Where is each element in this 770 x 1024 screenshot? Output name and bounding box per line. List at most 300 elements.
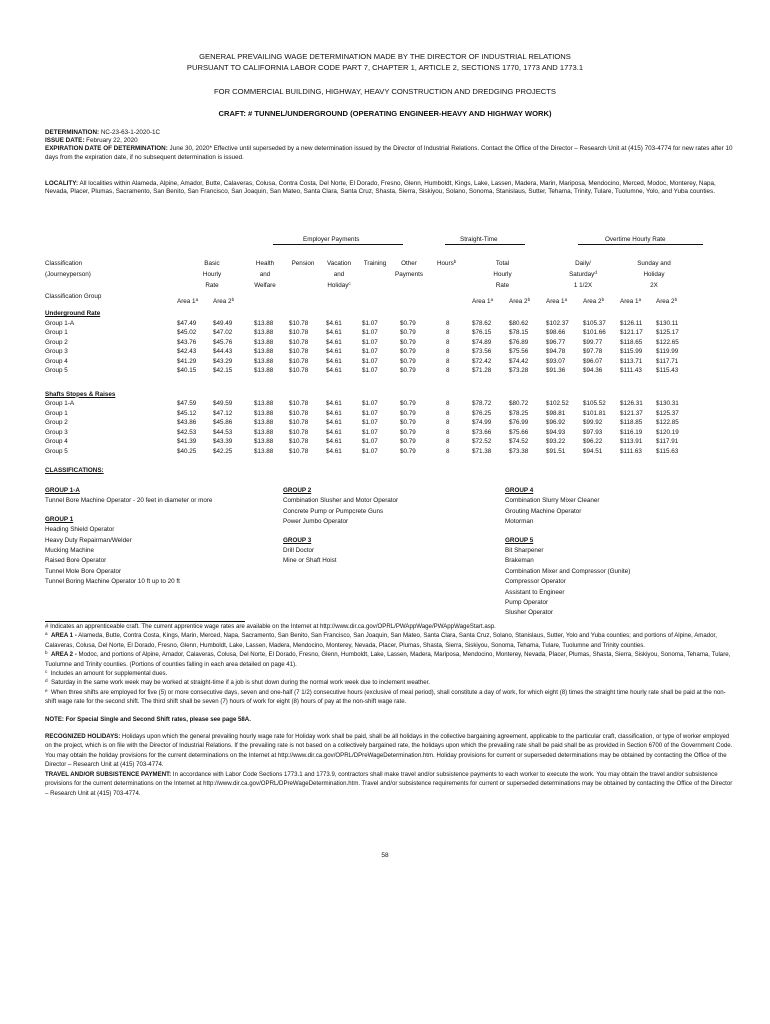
table-cell: $101.66 [583, 329, 606, 336]
craft-title: CRAFT: # TUNNEL/UNDERGROUND (OPERATING ENGINEER-HEAVY AND HIGHWAY WORK) [218, 109, 552, 118]
table-cell: $1.07 [362, 400, 378, 407]
table-cell: $71.28 [472, 367, 492, 374]
area-label [546, 298, 567, 305]
table-cell: $0.79 [400, 419, 416, 426]
issue-date-line [45, 137, 735, 145]
table-cell: $101.81 [583, 409, 606, 417]
area-footnote-marker: b [601, 297, 605, 302]
table-cell: $1.07 [362, 329, 378, 336]
travel-subsistence-label: TRAVEL AND/OR SUBSISTENCE PAYMENT: [45, 770, 172, 778]
table-cell: $117.71 [656, 357, 679, 365]
table-cell: 8 [446, 428, 450, 436]
employer-payments-title: Employer Payments [303, 236, 360, 243]
classification-item: Power Jumbo Operator [283, 518, 349, 526]
table-row [45, 329, 745, 339]
table-cell: 8 [446, 419, 450, 426]
footnote-marker: b [45, 650, 48, 656]
area-footnote-marker: b [674, 297, 678, 302]
table-cell: $0.79 [400, 409, 416, 417]
table-cell: $1.07 [362, 367, 378, 374]
health-welfare-header [245, 258, 285, 291]
training-header: Training [363, 260, 387, 267]
group-spacer [283, 528, 398, 536]
classification-group-heading: GROUP 1 [45, 515, 74, 523]
table-cell: $96.77 [546, 338, 566, 346]
row-group-label: Group 1-A [45, 400, 75, 407]
table-cell: $10.78 [289, 409, 309, 417]
hours-header-text: Hours [437, 260, 454, 267]
table-cell: $73.56 [472, 348, 492, 355]
classification-group-heading: GROUP 1-A [45, 487, 80, 494]
table-cell: $0.79 [400, 319, 416, 327]
table-cell: $1.07 [362, 338, 378, 346]
table-row [45, 367, 745, 377]
classification-item: Tunnel Mole Bore Operator [45, 567, 122, 575]
table-cell: 8 [446, 438, 450, 445]
classification-item: Combination Mixer and Compressor (Gunite) [505, 567, 631, 575]
classification-item: Brakeman [505, 557, 534, 565]
footnote-area-1 [45, 631, 735, 650]
table-cell: $102.52 [546, 400, 569, 407]
table-cell: $0.79 [400, 400, 416, 407]
area-label [620, 298, 641, 305]
classification-item: Mine or Shaft Hoist [283, 557, 337, 565]
table-cell: 8 [446, 447, 450, 455]
table-row [45, 400, 745, 410]
table-cell: $93.07 [546, 357, 566, 365]
table-cell: $76.25 [472, 409, 492, 417]
pension-header: Pension [291, 260, 315, 267]
classification-header-line: (Journeyperson) [45, 271, 91, 278]
health-header-line: and [259, 271, 271, 278]
table-cell: $0.79 [400, 447, 416, 455]
area-label [177, 298, 198, 305]
area-footnote-marker: b [527, 297, 531, 302]
section-title: Shafts Stopes & Raises [45, 390, 116, 398]
expiration-line [45, 145, 735, 161]
table-cell: $1.07 [362, 319, 378, 327]
table-cell: $75.56 [509, 348, 529, 355]
table-row [45, 438, 745, 448]
classifications-column-1 [45, 486, 212, 588]
classification-item: Combination Slurry Mixer Cleaner [505, 497, 600, 505]
table-cell: $45.76 [213, 338, 233, 346]
table-cell: $118.85 [620, 419, 643, 426]
table-cell: $99.92 [583, 419, 603, 426]
footnote-marker: c [45, 669, 48, 675]
table-cell: $10.78 [289, 367, 309, 374]
table-cell: $13.88 [254, 438, 274, 445]
table-cell: 8 [446, 348, 450, 355]
table-cell: $13.88 [254, 428, 274, 436]
row-group-label: Group 5 [45, 447, 68, 455]
area-footnote-marker: b [231, 297, 235, 302]
basic-header-line: Hourly [202, 271, 222, 278]
table-cell: $4.61 [326, 419, 342, 426]
table-cell: 8 [446, 357, 450, 365]
classification-item: Motorman [505, 518, 534, 526]
locality-label: LOCALITY: [45, 180, 79, 187]
classification-item: Raised Bore Operator [45, 557, 107, 565]
vacation-header-line: and [333, 271, 345, 278]
table-cell: $45.02 [177, 329, 197, 336]
table-cell: $91.51 [546, 447, 566, 455]
table-cell: $42.15 [213, 367, 233, 374]
table-cell: $94.36 [583, 367, 603, 374]
table-cell: $74.52 [509, 438, 529, 445]
determination-block [45, 129, 735, 162]
table-row [45, 448, 745, 458]
table-cell: $78.25 [509, 409, 529, 417]
table-cell: $130.11 [656, 319, 679, 327]
footnote-area-2-label: AREA 2 - [50, 651, 77, 659]
table-cell: $78.72 [472, 400, 492, 407]
table-cell: 8 [446, 400, 450, 407]
table-cell: $113.71 [620, 357, 643, 365]
table-cell: $75.66 [509, 428, 529, 436]
table-cell: $111.43 [620, 367, 642, 374]
table-cell: $102.37 [546, 319, 569, 327]
area-label [509, 298, 530, 305]
row-group-label: Group 4 [45, 357, 68, 365]
table-row [45, 410, 745, 420]
locality-value: All localities within Alameda, Alpine, Amador, Butte, Calaveras, Colusa, Contra Costa, Del Norte, El Dorado, Fresno, Glenn, Humboldt, Kings, Lake, Lassen, Madera, Marin, Mariposa, Mendocino, Merced, Modoc, Monterey, Napa, Nevada, Placer, Plumas, Sacramento, San Benito, San Francisco, San Joaquin, San Mateo, Santa Clara, Santa Cruz, Shasta, Sierra, Siskiyou, Solano, Sonoma, Stanislaus, Sutter, Tehama, Trinity, Tulare, Tuolumne, Yolo, and Yuba counties. [45, 180, 716, 196]
page-number: 58 [381, 852, 389, 859]
table-cell: $126.31 [620, 400, 643, 407]
table-cell: $94.51 [583, 447, 603, 455]
table-cell: $130.31 [656, 400, 679, 407]
table-cell: $0.79 [400, 428, 416, 436]
classification-item: Compressor Operator [505, 578, 566, 586]
table-cell: $73.66 [472, 428, 492, 436]
footnote-c-text: Includes an amount for supplemental dues. [50, 670, 168, 678]
table-cell: $10.78 [289, 319, 309, 327]
sunday-header-line: Sunday and [637, 260, 671, 267]
classification-item: Heavy Duty Repairman/Welder [45, 536, 132, 544]
classifications-title: CLASSIFICATIONS: [45, 467, 104, 474]
row-group-label: Group 2 [45, 338, 68, 346]
table-cell: $13.88 [254, 319, 274, 327]
table-cell: $0.79 [400, 338, 416, 346]
row-group-label: Group 1 [45, 409, 68, 417]
footnote-area-1-label: AREA 1 - [50, 632, 77, 640]
table-cell: $99.77 [583, 338, 603, 346]
table-cell: $10.78 [289, 348, 309, 355]
straight-time-underline [445, 244, 525, 245]
area-label [656, 298, 677, 305]
table-cell: $96.22 [583, 438, 603, 445]
area-footnote-marker: a [490, 297, 494, 302]
table-cell: $1.07 [362, 438, 378, 445]
recognized-holidays [45, 732, 735, 770]
row-group-label: Group 5 [45, 367, 68, 374]
table-cell: $0.79 [400, 367, 416, 374]
classification-header-line: Classification Group [45, 293, 102, 300]
table-cell: $40.25 [177, 447, 197, 455]
classification-header-line [45, 280, 101, 291]
group-spacer [45, 507, 212, 515]
determination-value: NC-23-63-1-2020-1C [100, 129, 161, 136]
table-cell: $49.59 [213, 400, 233, 407]
table-cell: $44.43 [213, 348, 233, 355]
table-cell: $113.91 [620, 438, 643, 445]
table-cell: $47.02 [213, 329, 233, 336]
table-cell: $121.37 [620, 409, 643, 417]
table-cell: $121.17 [620, 329, 643, 336]
table-cell: $4.61 [326, 367, 342, 374]
table-cell: $111.63 [620, 447, 642, 455]
footnotes [45, 622, 735, 798]
classification-item: Tunnel Boring Machine Operator 10 ft up to 20 ft [45, 578, 180, 586]
table-cell: $118.65 [620, 338, 643, 346]
table-cell: $115.43 [656, 367, 679, 374]
table-cell: $76.15 [472, 329, 492, 336]
footnote-e [45, 688, 735, 707]
row-group-label: Group 4 [45, 438, 68, 445]
header-line-3: FOR COMMERCIAL BUILDING, HIGHWAY, HEAVY CONSTRUCTION AND DREDGING PROJECTS [214, 87, 556, 96]
basic-header-line: Rate [205, 282, 219, 289]
table-cell: $10.78 [289, 357, 309, 365]
classification-group-heading: GROUP 2 [283, 487, 312, 494]
table-cell: $42.25 [213, 447, 233, 455]
table-cell: $4.61 [326, 447, 342, 455]
table-cell: $40.15 [177, 367, 197, 374]
table-cell: $125.17 [656, 329, 679, 336]
expiration-value: June 30, 2020* Effective until superseded by a new determination issued by the Director of Industrial Relations. Contact the Office of the Director – Research Unit at (415) 703-4774 for new rates after 10 days from the expiration date, if no subsequent determination is issued. [45, 145, 733, 161]
table-cell: $1.07 [362, 447, 378, 455]
other-header-line: Other [401, 260, 417, 267]
daily-header-line [553, 269, 613, 280]
table-cell: $4.61 [326, 400, 342, 407]
row-group-label: Group 1 [45, 329, 68, 336]
expiration-label: EXPIRATION DATE OF DETERMINATION: [45, 145, 168, 153]
vacation-header-line: Vacation [326, 260, 352, 267]
row-group-label: Group 2 [45, 419, 68, 426]
row-group-label: Group 1-A [45, 319, 75, 327]
table-cell: $1.07 [362, 428, 378, 436]
footnote-d-text: Saturday in the same work week may be worked at straight-time if a job is shut down during the normal work week due to inclement weather. [50, 679, 430, 687]
group-spacer [505, 528, 630, 536]
daily-header-line: Daily/ [575, 260, 591, 267]
classification-item: Tunnel Bore Machine Operator - 20 feet in diameter or more [45, 497, 213, 505]
sunday-holiday-header [624, 258, 684, 291]
table-cell: $116.19 [620, 428, 643, 436]
classification-item: Heading Shield Operator [45, 526, 115, 534]
area-label-text: Area 2 [509, 298, 528, 305]
classification-item: Drill Doctor [283, 547, 315, 555]
footnote-d [45, 678, 735, 687]
table-cell: $115.63 [656, 447, 679, 455]
area-footnote-marker: a [195, 297, 199, 302]
header-line-2: PURSUANT TO CALIFORNIA LABOR CODE PART 7, CHAPTER 1, ARTICLE 2, SECTIONS 1770, 1773 AND 1773.1 [186, 63, 584, 72]
table-cell: $4.61 [326, 438, 342, 445]
table-cell: $78.62 [472, 319, 492, 327]
table-cell: $43.76 [177, 338, 197, 346]
table-row [45, 320, 745, 330]
area-footnote-marker: a [638, 297, 642, 302]
table-cell: $73.38 [509, 447, 529, 455]
table-cell: $115.99 [620, 348, 643, 355]
table-cell: $10.78 [289, 447, 309, 455]
table-cell: $10.78 [289, 419, 309, 426]
classification-item: Mucking Machine [45, 547, 94, 555]
total-header-line: Hourly [493, 271, 512, 278]
table-cell: $4.61 [326, 409, 342, 417]
footnote-area-1-text: Alameda, Butte, Contra Costa, Kings, Marin, Merced, Napa, Sacramento, San Benito, San Francisco, San Joaquin, San Mateo, Santa Clara, Santa Cruz, Solano, Stanislaus, Sutter, Yolo and Yuba counties; and portions of Alpine, Amador, Calaveras, Colusa, Del Norte, El Dorado, Fresno, Glenn, Humboldt, Lake, Lassen, Madera, Mendocino, Monterey, Nevada, Placer, Plumas, Shasta, Sierra, Siskiyou, Sonoma, Tehama, Tulare, Tuolumne and Trinity counties. [45, 632, 717, 649]
classification-item: Assistant to Engineer [505, 588, 565, 596]
table-cell: $13.88 [254, 338, 274, 346]
issue-date-value: February 22, 2020 [86, 137, 138, 145]
classification-group-heading: GROUP 4 [505, 487, 534, 494]
footnote-spacer [45, 724, 735, 732]
table-cell: $126.11 [620, 319, 643, 327]
footnote-c [45, 669, 735, 678]
area-label [472, 298, 493, 305]
table-cell: $98.81 [546, 409, 566, 417]
table-cell: $74.89 [472, 338, 492, 346]
daily-saturday-header [553, 258, 613, 291]
area-label [213, 298, 234, 305]
table-cell: $43.86 [177, 419, 197, 426]
table-cell: $42.53 [177, 428, 197, 436]
header-line-1: GENERAL PREVAILING WAGE DETERMINATION MADE BY THE DIRECTOR OF INDUSTRIAL RELATIONS [199, 52, 571, 61]
table-cell: $0.79 [400, 348, 416, 355]
classification-item: Combination Slusher and Motor Operator [283, 497, 399, 505]
table-cell: $47.59 [177, 400, 197, 407]
table-cell: $93.22 [546, 438, 566, 445]
table-cell: $10.78 [289, 428, 309, 436]
hours-footnote-marker: b [453, 259, 457, 264]
travel-subsistence [45, 770, 735, 798]
classification-item: Grouting Machine Operator [505, 507, 582, 515]
table-cell: $120.19 [656, 428, 679, 436]
table-cell: $117.91 [656, 438, 679, 445]
classification-item: Slusher Operator [505, 609, 553, 617]
other-payments-header [389, 258, 429, 280]
table-cell: $97.78 [583, 348, 603, 355]
saturday-footnote-marker: d [594, 270, 597, 275]
row-group-label: Group 3 [45, 348, 68, 355]
classifications-column-2 [283, 486, 398, 567]
table-cell: 8 [446, 409, 450, 417]
basic-header-line: Basic [204, 260, 220, 267]
area-label-text: Area 1 [177, 298, 196, 305]
table-cell: $43.29 [213, 357, 233, 365]
table-cell: $80.72 [509, 400, 529, 407]
table-cell: $125.37 [656, 409, 679, 417]
table-cell: $13.88 [254, 357, 274, 365]
classification-header [45, 258, 101, 302]
section-title: Underground Rate [45, 310, 101, 317]
employer-payments-underline [273, 244, 403, 245]
table-cell: $94.78 [546, 348, 566, 355]
table-cell: $72.52 [472, 438, 492, 445]
footnote-e-text: When three shifts are employed for five (5) or more consecutive days, seven and one-half (7 1/2) consecutive hours (exclusive of meal period), shall constitute a day of work, for which eight (8) times the straight time hourly rate shall be paid at the non-shift wage rate for the second shift. The third shift shall be seven (7) hours of work for eight (8) hours of pay at the non-shift wage rate. [45, 688, 726, 706]
table-cell: $1.07 [362, 419, 378, 426]
table-cell: $4.61 [326, 348, 342, 355]
table-cell: $10.78 [289, 438, 309, 445]
vacation-holiday-header [319, 258, 359, 291]
table-cell: $4.61 [326, 338, 342, 346]
classification-item: Concrete Pump or Pumpcrete Guns [283, 507, 384, 515]
table-cell: $105.52 [583, 400, 606, 407]
area-label-text: Area 2 [656, 298, 675, 305]
table-cell: $13.88 [254, 400, 274, 407]
footnote-area-2-text: Modoc, and portions of Alpine, Amador, Calaveras, Colusa, Del Norte, El Dorado, Fresno, Glenn, Humboldt, Lake, Lassen, Madera, Mariposa, Mendocino, Monterey, Nevada, Placer, Plumas, Shasta, Sierra, Siskiyou, Sonoma, Tehama, Tulare, Tuolumne and Trinity counties. (Portions of counties falling in each area detailed on page 41). [45, 651, 731, 668]
table-cell: $47.49 [177, 319, 197, 327]
table-cell: $96.07 [583, 357, 603, 365]
determination-line [45, 129, 735, 137]
table-cell: $43.39 [213, 438, 233, 445]
table-cell: $13.88 [254, 348, 274, 355]
determination-label: DETERMINATION: [45, 129, 100, 136]
table-cell: $119.99 [656, 348, 679, 355]
table-cell: $0.79 [400, 329, 416, 336]
classification-group-heading: GROUP 3 [283, 536, 312, 544]
daily-header-text: Saturday [569, 271, 595, 278]
overtime-title: Overtime Hourly Rate [605, 236, 666, 243]
table-cell: $0.79 [400, 357, 416, 365]
table-cell: $1.07 [362, 409, 378, 417]
table-cell: 8 [446, 319, 450, 327]
table-cell: $4.61 [326, 357, 342, 365]
sunday-header-line: Holiday [643, 271, 665, 278]
table-cell: $72.42 [472, 357, 492, 365]
table-row [45, 348, 745, 358]
area-footnote-marker: a [564, 297, 568, 302]
issue-date-label: ISSUE DATE: [45, 137, 85, 145]
classification-item: Pump Operator [505, 599, 549, 607]
health-header-line: Health [255, 260, 275, 267]
area-label-text: Area 2 [583, 298, 602, 305]
table-cell: $0.79 [400, 438, 416, 445]
footnote-spacer [45, 707, 735, 715]
classifications-column-3 [505, 486, 630, 619]
table-cell: $76.89 [509, 338, 529, 346]
hours-header [437, 258, 456, 269]
table-cell: $122.65 [656, 338, 679, 346]
area-label [583, 298, 604, 305]
table-cell: $13.88 [254, 367, 274, 374]
daily-header-line: 1 1/2X [573, 282, 593, 289]
other-header-line: Payments [395, 271, 423, 278]
table-cell: $74.42 [509, 357, 529, 365]
table-cell: $1.07 [362, 348, 378, 355]
straight-time-title: Straight-Time [460, 236, 498, 243]
recognized-holidays-text: Holidays upon which the general prevailing hourly wage rate for Holiday work shall be paid, shall be all holidays in the collective bargaining agreement, applicable to the particular craft, classification, or type of worker employed on the project, which is on file with the Director of Industrial Relations. If the prevailing rate is not based on a collectively bargained rate, the holidays upon which the prevailing rate shall be paid shall be as provided in Section 6700 of the Government Code. You may obtain the holiday provisions for the current determinations on the Internet at http://www.dir.ca.gov/OPRL/DPreWageDetermination.htm. Holiday provisions for current or superseded determinations may be obtained by contacting the Office of the Director – Research Unit at (415) 703-4774. [45, 733, 733, 769]
table-cell: $73.28 [509, 367, 529, 374]
table-cell: $97.93 [583, 428, 603, 436]
table-cell: $71.38 [472, 447, 492, 455]
table-cell: $13.88 [254, 409, 274, 417]
table-cell: $98.66 [546, 329, 566, 336]
table-cell: $13.88 [254, 447, 274, 455]
area-label-text: Area 2 [213, 298, 232, 305]
table-row [45, 339, 745, 349]
table-cell: $4.61 [326, 319, 342, 327]
table-cell: $44.53 [213, 428, 233, 436]
table-cell: $45.86 [213, 419, 233, 426]
table-cell: 8 [446, 367, 450, 374]
table-cell: $41.29 [177, 357, 197, 365]
footnote-apprentice: # Indicates an apprenticeable craft. The current apprentice wage rates are available on the Internet at http://www.dir.ca.gov/OPRL/PWAppWage/PWAppWageStart.asp. [45, 623, 496, 630]
vacation-header-text: Holiday [327, 282, 349, 289]
table-cell: $10.78 [289, 338, 309, 346]
total-hourly-header [480, 258, 525, 291]
table-cell: $42.43 [177, 348, 197, 355]
table-cell: $4.61 [326, 428, 342, 436]
table-cell: $122.85 [656, 419, 679, 426]
